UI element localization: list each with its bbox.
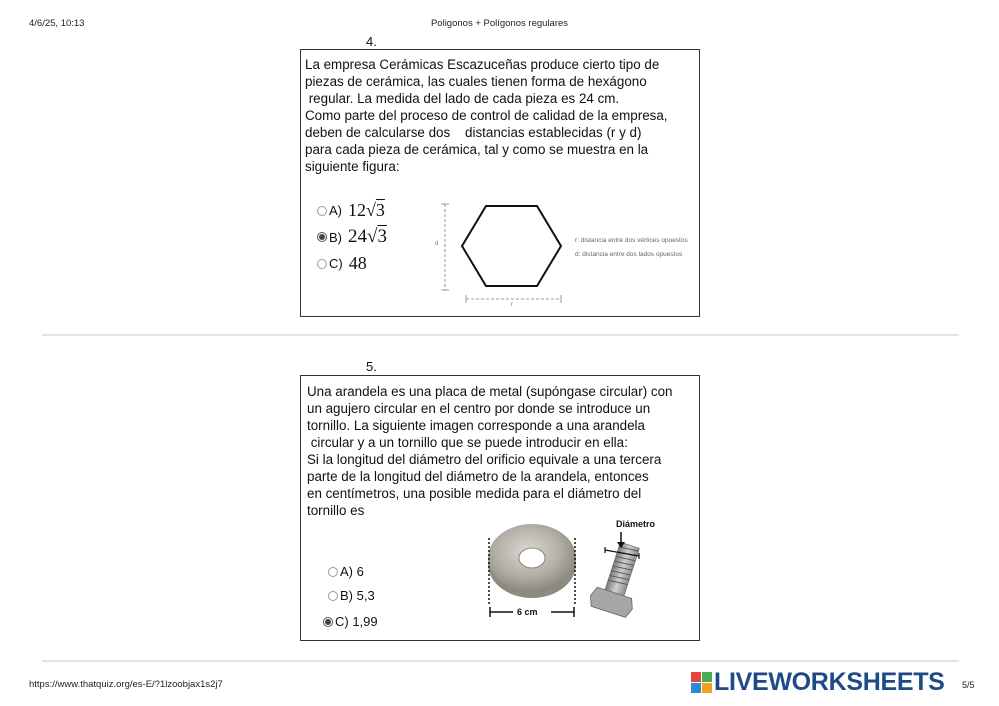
q4-line: deben de calcularse dos distancias establecidas (r y d)	[305, 125, 642, 140]
label-r: r	[511, 302, 513, 308]
q4-option-b-radio[interactable]	[317, 232, 327, 242]
section-divider	[42, 334, 959, 336]
footer-url: https://www.thatquiz.org/es-E/?1lzoobjax1s2j7	[29, 679, 223, 690]
label-d: d	[435, 241, 439, 247]
q5-line: parte de la longitud del diámetro de la arandela, entonces	[307, 469, 649, 484]
question-5-number: 5.	[366, 359, 377, 374]
legend-r: r: distancia entre dos vértices opuestos	[575, 237, 688, 244]
q4-option-a[interactable]	[317, 200, 385, 221]
q5-line: Si la longitud del diámetro del orificio equivale a una tercera	[307, 452, 662, 467]
q4-option-c[interactable]	[317, 253, 367, 274]
diameter-label: Diámetro	[616, 519, 656, 529]
q4-line: siguiente figura:	[305, 159, 400, 174]
question-4-text	[305, 56, 668, 175]
q5-option-c[interactable]	[323, 614, 378, 629]
q5-line: circular y a un tornillo que se puede introducir en ella:	[307, 435, 628, 450]
q5-line: tornillo es	[307, 503, 365, 518]
q5-option-a[interactable]	[328, 564, 364, 579]
hexagon-shape	[462, 206, 561, 286]
logo-mark-icon	[691, 672, 712, 693]
q4-option-a-radio[interactable]	[317, 206, 327, 216]
legend-d: d: distancia entre dos lados opuestos	[575, 251, 683, 258]
q4-line: para cada pieza de cerámica, tal y como se muestra en la	[305, 142, 649, 157]
q5-option-b[interactable]	[328, 588, 375, 603]
question-5-card	[300, 375, 700, 641]
page-number: 5/5	[962, 680, 975, 690]
page-title: Poligonos + Polígonos regulares	[430, 18, 569, 29]
print-datetime: 4/6/25, 10:13	[29, 18, 85, 29]
q4-line: Como parte del proceso de control de calidad de la empresa,	[305, 108, 668, 123]
q4-option-c-label: C)	[329, 256, 343, 271]
q4-option-a-value: 12√3	[348, 200, 385, 220]
washer-bolt-figure	[481, 516, 671, 628]
q4-option-b[interactable]	[317, 226, 387, 248]
q5-line: en centímetros, una posible medida para el diámetro del	[307, 486, 642, 501]
question-4-card	[300, 49, 700, 317]
q4-option-a-label: A)	[329, 203, 342, 218]
q4-line: La empresa Cerámicas Escazuceñas produce cierto tipo de	[305, 57, 660, 72]
hexagon-figure	[431, 195, 571, 315]
q4-option-c-value: 48	[348, 253, 367, 273]
q4-option-b-value: 24√3	[348, 226, 387, 247]
section-divider	[42, 660, 959, 662]
q4-option-b-label: B)	[329, 229, 342, 245]
q4-line: regular. La medida del lado de cada pieza es 24 cm.	[305, 91, 620, 106]
washer-measure-label: 6 cm	[517, 607, 538, 617]
question-5-text	[307, 383, 672, 519]
q5-option-b-radio[interactable]	[328, 591, 338, 601]
q5-option-c-radio[interactable]	[323, 617, 333, 627]
q5-line: tornillo. La siguiente imagen corresponde a una arandela	[307, 418, 645, 433]
q4-line: piezas de cerámica, las cuales tienen forma de hexágono	[305, 74, 647, 89]
q5-line: un agujero circular en el centro por donde se introduce un	[307, 401, 651, 416]
logo-text: LIVEWORKSHEETS	[714, 668, 945, 696]
q5-option-a-label: A) 6	[340, 564, 364, 579]
q4-option-c-radio[interactable]	[317, 259, 327, 269]
q5-option-a-radio[interactable]	[328, 567, 338, 577]
q5-option-c-label: C) 1,99	[335, 614, 378, 629]
bolt-image	[587, 538, 650, 618]
q5-line: Una arandela es una placa de metal (supóngase circular) con	[307, 384, 673, 399]
liveworksheets-logo	[691, 668, 945, 697]
q5-option-b-label: B) 5,3	[340, 588, 375, 603]
question-4-number: 4.	[366, 34, 377, 49]
washer-image	[488, 524, 576, 598]
